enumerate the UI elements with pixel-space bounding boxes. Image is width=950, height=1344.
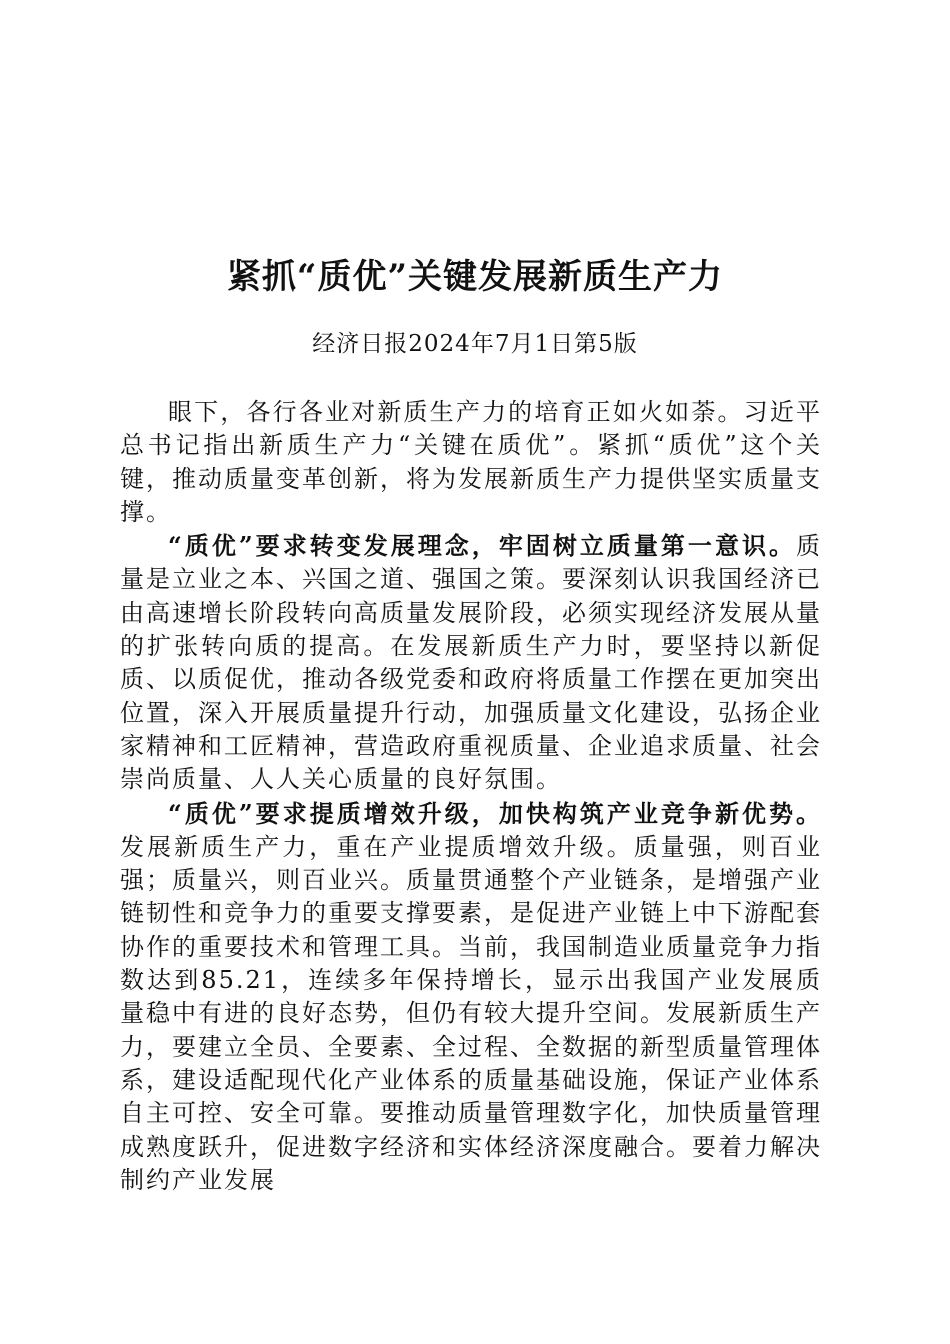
article-source: 经济日报2024年7月1日第5版 [312,331,638,357]
paragraph-text: 质量是立业之本、兴国之道、强国之策。要深刻认识我国经济已由高速增长阶段转向高质量发展阶段，必须实现经济发展从量的扩张转向质的提高。在发展新质生产力时，要坚持以新促质、以质促优，推动各级党委和政府将质量工作摆在更加突出位置，深入开展质量提升行动，加强质量文化建设，弘扬企业家精神和工匠精神，营造政府重视质量、企业追求质量、社会崇尚质量、人人关心质量的良好氛围。 [120,532,822,794]
article-title: 紧抓“质优”关键发展新质生产力 [226,256,724,297]
paragraph-quality-first [120,529,822,796]
paragraph-industry-upgrade [120,797,822,1198]
paragraph-lead-heading: “质优”要求提质增效升级，加快构筑产业竞争新优势。 [168,798,822,828]
article-body [120,396,822,1197]
paragraph-lead-heading: “质优”要求转变发展理念，牢固树立质量第一意识。 [168,531,796,561]
paragraph-text: 发展新质生产力，重在产业提质增效升级。质量强，则百业强；质量兴，则百业兴。质量贯通整个产业链条，是增强产业链韧性和竞争力的重要支撑要素，是促进产业链上中下游配套协作的重要技术和管理工具。当前，我国制造业质量竞争力指数达到85.21，连续多年保持增长，显示出我国产业发展质量稳中有进的良好态势，但仍有较大提升空间。发展新质生产力，要建立全员、全要素、全过程、全数据的新型质量管理体系，建设适配现代化产业体系的质量基础设施，保证产业体系自主可控、安全可靠。要推动质量管理数字化，加快质量管理成熟度跃升，促进数字经济和实体经济深度融合。要着力解决制约产业发展 [120,832,822,1194]
paragraph-intro [120,396,822,529]
paragraph-text: 眼下，各行各业对新质生产力的培育正如火如荼。习近平总书记指出新质生产力“关键在质优”。紧抓“质优”这个关键，推动质量变革创新，将为发展新质生产力提供坚实质量支撑。 [120,398,822,526]
